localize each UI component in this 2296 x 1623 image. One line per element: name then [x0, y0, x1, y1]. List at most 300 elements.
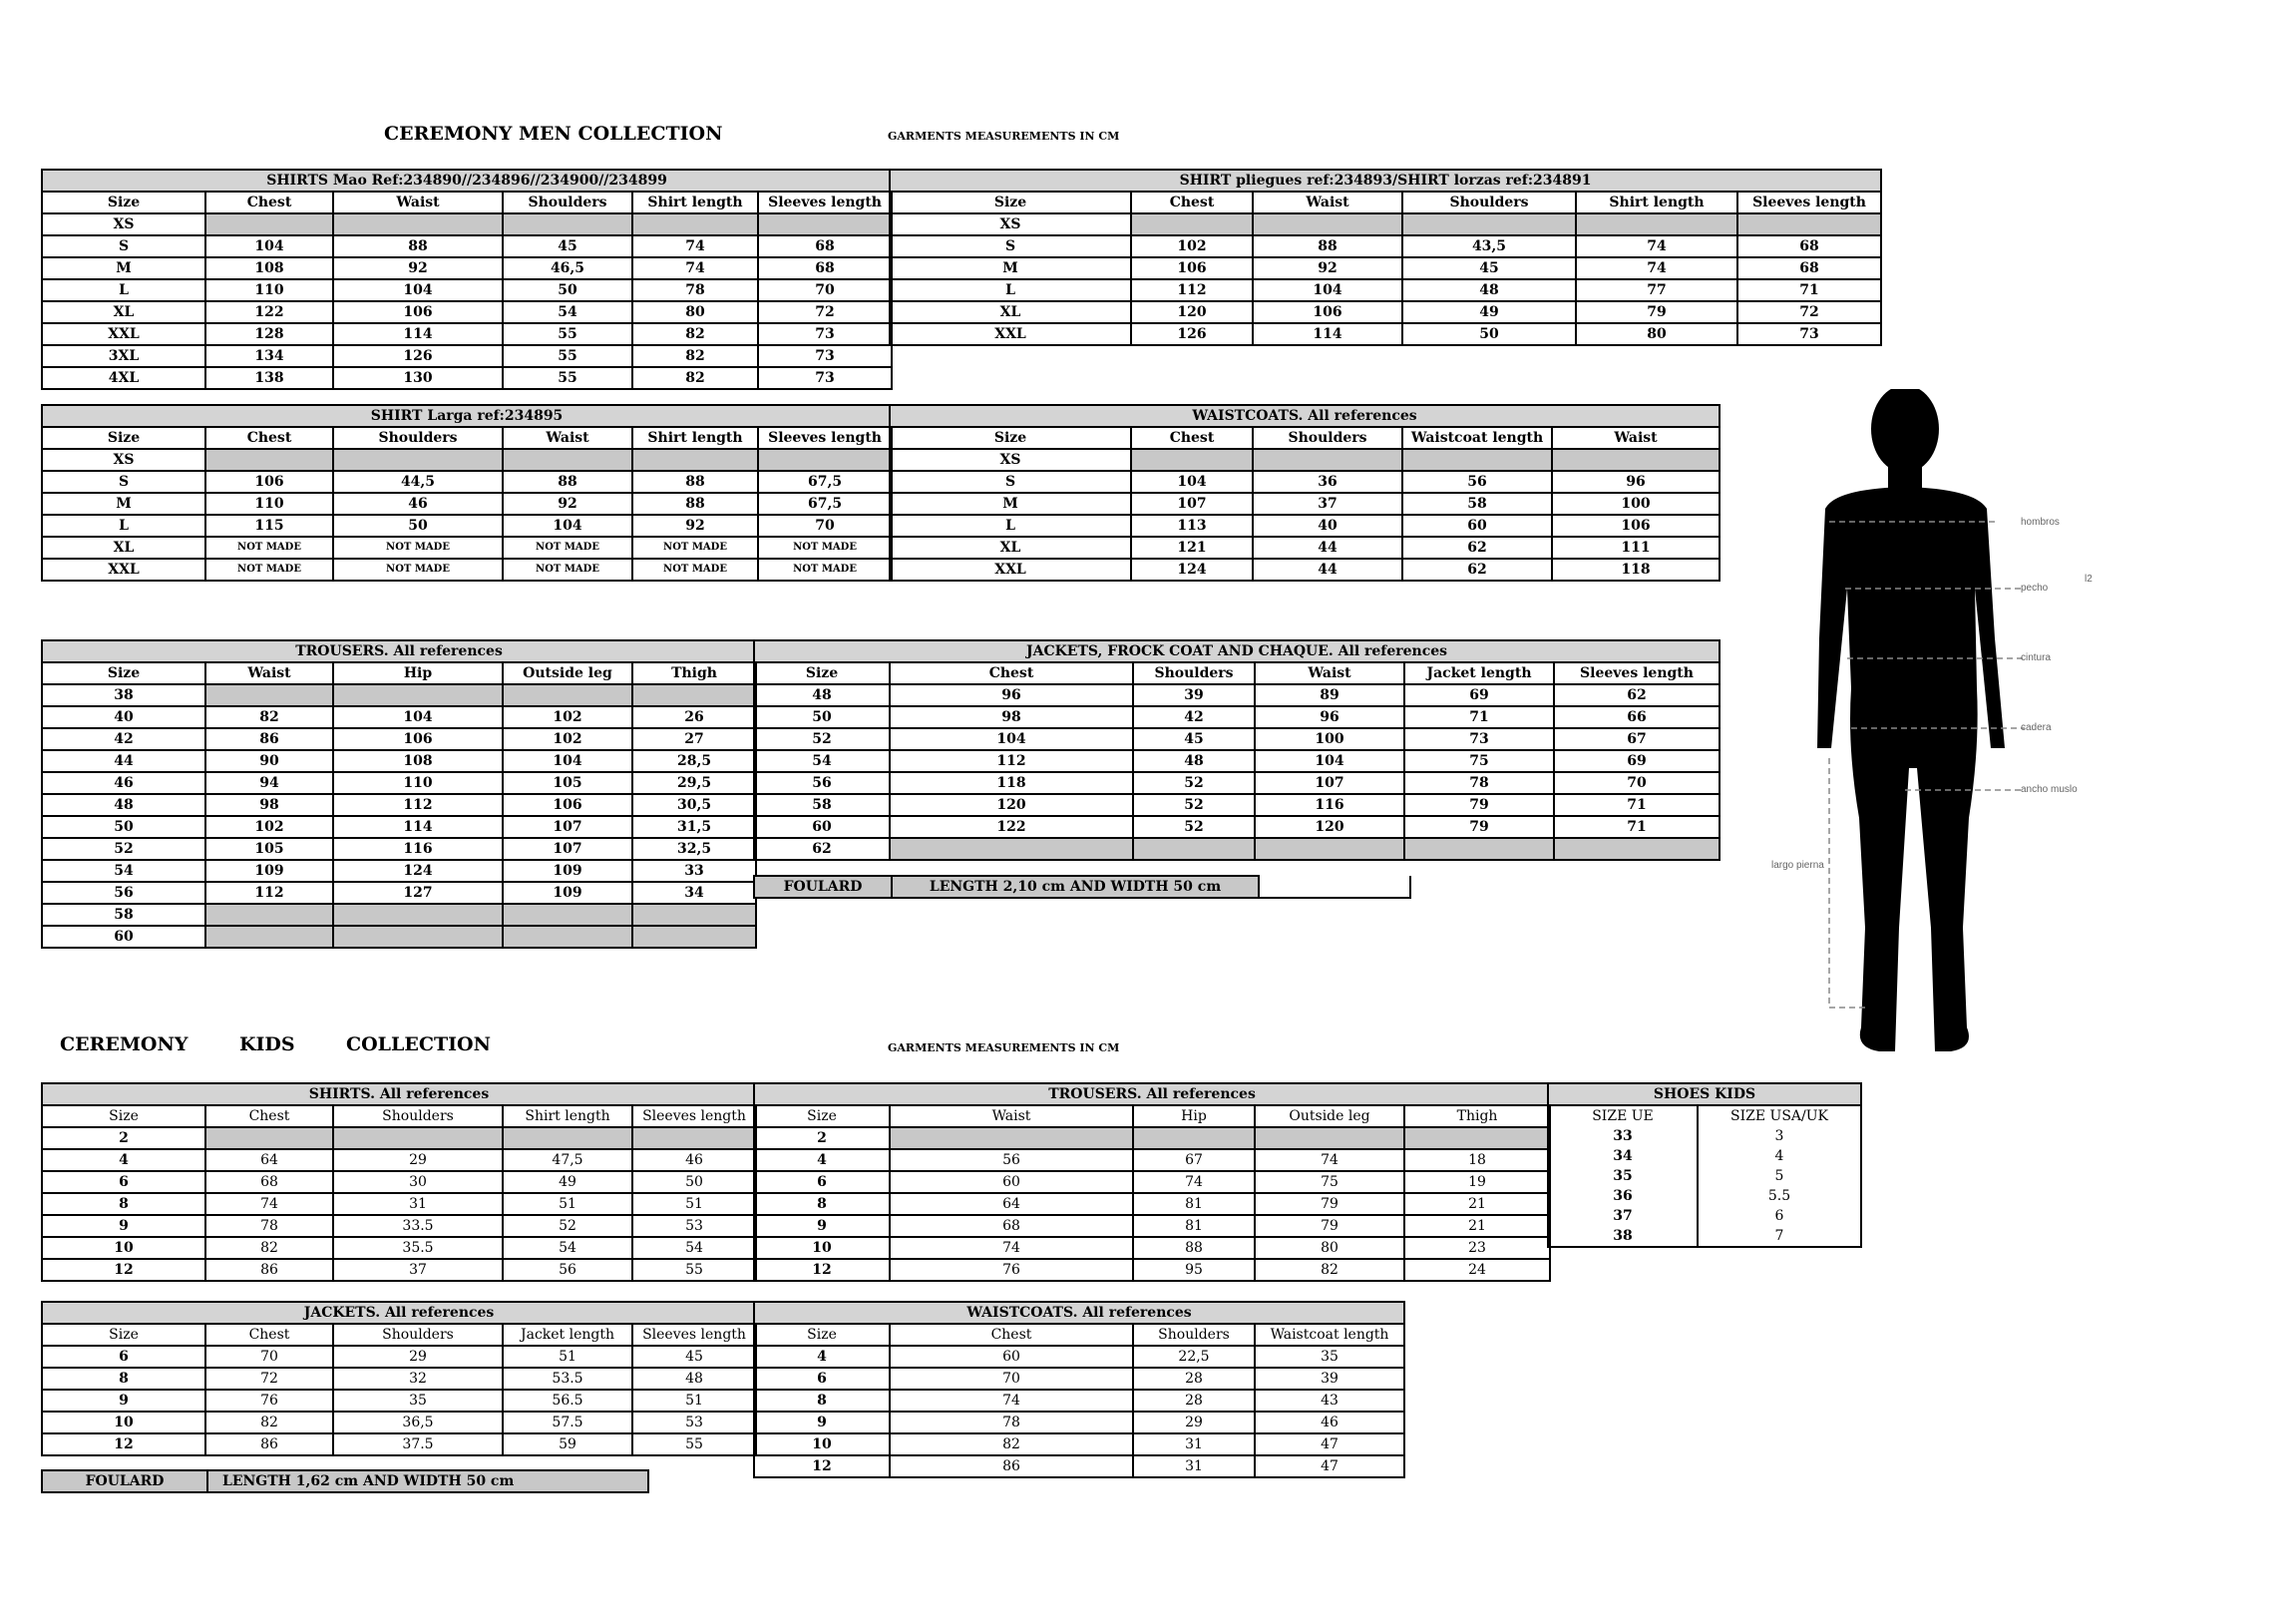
value-cell: 104 — [205, 235, 333, 257]
kids-jackets-table — [41, 1301, 757, 1456]
table-row — [42, 1127, 756, 1149]
column-header: Size — [42, 1105, 205, 1127]
value-cell: 72 — [1737, 301, 1881, 323]
table-row — [754, 1237, 1550, 1259]
value-cell: 51 — [632, 1390, 756, 1412]
value-cell: 78 — [890, 1412, 1133, 1433]
value-cell: 121 — [1131, 537, 1253, 559]
value-cell: 64 — [205, 1149, 333, 1171]
column-header: Shoulders — [333, 1324, 503, 1346]
value-cell: 52 — [1133, 772, 1255, 794]
size-cell: 37 — [1548, 1206, 1698, 1226]
column-header: Waist — [1253, 192, 1402, 213]
value-cell: 67 — [1133, 1149, 1255, 1171]
value-cell: 109 — [503, 860, 632, 882]
table-title: TROUSERS. All references — [42, 640, 756, 662]
men-subtitle: GARMENTS MEASUREMENTS IN CM — [888, 130, 1120, 143]
size-cell: M — [42, 493, 205, 515]
table-title: WAISTCOATS. All references — [890, 405, 1720, 427]
value-cell: 7 — [1698, 1226, 1861, 1247]
value-cell: 107 — [503, 838, 632, 860]
value-cell: 55 — [632, 1433, 756, 1455]
value-cell — [632, 684, 756, 706]
column-header: Sleeves length — [1737, 192, 1881, 213]
value-cell: 68 — [758, 235, 892, 257]
kids-title-ceremony: CEREMONY — [60, 1033, 189, 1055]
value-cell: 118 — [890, 772, 1133, 794]
value-cell: 114 — [333, 816, 503, 838]
men-foulard-row — [753, 875, 1411, 899]
value-cell: 68 — [758, 257, 892, 279]
size-cell: 8 — [754, 1193, 890, 1215]
value-cell — [1404, 1127, 1550, 1149]
table-title: SHIRT Larga ref:234895 — [42, 405, 892, 427]
value-cell: 74 — [1133, 1171, 1255, 1193]
size-cell: S — [42, 235, 205, 257]
table-row — [1548, 1126, 1861, 1146]
table-row — [42, 1259, 756, 1281]
side-mark: l2 — [2085, 574, 2093, 585]
value-cell: 95 — [1133, 1259, 1255, 1281]
value-cell: 82 — [632, 367, 758, 389]
size-cell: 10 — [754, 1433, 890, 1455]
value-cell: 106 — [333, 301, 503, 323]
value-cell: 74 — [632, 235, 758, 257]
value-cell: 122 — [890, 816, 1133, 838]
column-header: Chest — [1131, 427, 1253, 449]
table-row — [42, 213, 892, 235]
men-trousers-table — [41, 639, 757, 949]
table-row — [754, 794, 1720, 816]
size-cell: 56 — [754, 772, 890, 794]
value-cell — [890, 838, 1133, 860]
value-cell: 120 — [890, 794, 1133, 816]
value-cell: 6 — [1698, 1206, 1861, 1226]
column-header: Sleeves length — [758, 427, 892, 449]
size-cell: 6 — [754, 1171, 890, 1193]
value-cell: 31 — [333, 1193, 503, 1215]
value-cell: 96 — [1552, 471, 1720, 493]
size-cell: 40 — [42, 706, 205, 728]
value-cell: 96 — [890, 684, 1133, 706]
size-cell: 12 — [754, 1259, 890, 1281]
value-cell: 72 — [758, 301, 892, 323]
table-row — [42, 706, 756, 728]
value-cell: NOT MADE — [632, 559, 758, 581]
size-cell: 60 — [42, 926, 205, 948]
table-row — [754, 1259, 1550, 1281]
value-cell: 90 — [205, 750, 333, 772]
size-cell: 6 — [42, 1171, 205, 1193]
table-row — [42, 449, 892, 471]
value-cell: 67,5 — [758, 471, 892, 493]
table-row — [754, 1412, 1404, 1433]
value-cell: 82 — [205, 706, 333, 728]
table-row — [42, 838, 756, 860]
value-cell: 59 — [503, 1433, 632, 1455]
value-cell: 74 — [205, 1193, 333, 1215]
column-header: Shoulders — [1133, 1324, 1255, 1346]
value-cell: 71 — [1554, 816, 1720, 838]
value-cell: 86 — [205, 728, 333, 750]
size-cell: L — [42, 515, 205, 537]
column-header: Size — [754, 662, 890, 684]
size-cell: 48 — [42, 794, 205, 816]
column-header: Waist — [205, 662, 333, 684]
kids-shirts-table — [41, 1082, 757, 1282]
value-cell: 69 — [1404, 684, 1554, 706]
size-cell: XL — [42, 537, 205, 559]
value-cell: 96 — [1255, 706, 1404, 728]
value-cell — [333, 213, 503, 235]
value-cell: 102 — [205, 816, 333, 838]
value-cell: 45 — [1402, 257, 1576, 279]
table-row — [754, 1368, 1404, 1390]
value-cell: 45 — [632, 1346, 756, 1368]
value-cell: 29 — [1133, 1412, 1255, 1433]
column-header: Size — [42, 1324, 205, 1346]
value-cell — [205, 926, 333, 948]
value-cell: 76 — [890, 1259, 1133, 1281]
value-cell: 49 — [503, 1171, 632, 1193]
value-cell: 79 — [1404, 794, 1554, 816]
value-cell: 47 — [1255, 1433, 1404, 1455]
value-cell: 73 — [1737, 323, 1881, 345]
value-cell: 39 — [1133, 684, 1255, 706]
column-header: Chest — [890, 662, 1133, 684]
table-title: SHIRTS. All references — [42, 1083, 756, 1105]
value-cell: NOT MADE — [205, 559, 333, 581]
value-cell: 70 — [1554, 772, 1720, 794]
column-header: Sleeves length — [758, 192, 892, 213]
table-row — [1548, 1186, 1861, 1206]
column-header: Jacket length — [1404, 662, 1554, 684]
value-cell: 138 — [205, 367, 333, 389]
value-cell: 19 — [1404, 1171, 1550, 1193]
value-cell: 55 — [503, 345, 632, 367]
size-cell: 50 — [754, 706, 890, 728]
value-cell: 60 — [1402, 515, 1552, 537]
value-cell: 56 — [890, 1149, 1133, 1171]
column-header: SIZE UE — [1548, 1105, 1698, 1126]
value-cell: 74 — [890, 1237, 1133, 1259]
value-cell: 122 — [205, 301, 333, 323]
column-header: Hip — [333, 662, 503, 684]
value-cell: 107 — [1255, 772, 1404, 794]
value-cell: 22,5 — [1133, 1346, 1255, 1368]
value-cell — [205, 904, 333, 926]
value-cell: 104 — [890, 728, 1133, 750]
value-cell: 88 — [632, 471, 758, 493]
value-cell: 79 — [1255, 1215, 1404, 1237]
table-row — [42, 794, 756, 816]
value-cell — [1552, 449, 1720, 471]
table-title: WAISTCOATS. All references — [754, 1302, 1404, 1324]
value-cell: 50 — [632, 1171, 756, 1193]
value-cell — [1131, 213, 1253, 235]
column-header: Outside leg — [1255, 1105, 1404, 1127]
value-cell — [205, 684, 333, 706]
value-cell: 109 — [503, 882, 632, 904]
column-header: Shoulders — [333, 1105, 503, 1127]
value-cell: 67 — [1554, 728, 1720, 750]
value-cell: 73 — [758, 345, 892, 367]
value-cell — [205, 213, 333, 235]
size-cell: 8 — [42, 1193, 205, 1215]
table-row — [1548, 1226, 1861, 1247]
value-cell: 98 — [205, 794, 333, 816]
column-header: Waist — [1552, 427, 1720, 449]
column-header: Waist — [890, 1105, 1133, 1127]
value-cell: 56.5 — [503, 1390, 632, 1412]
table-row — [754, 1215, 1550, 1237]
size-cell: 4XL — [42, 367, 205, 389]
value-cell: 104 — [1131, 471, 1253, 493]
table-row — [890, 213, 1881, 235]
size-cell: XXL — [890, 559, 1131, 581]
value-cell: 105 — [503, 772, 632, 794]
table-row — [754, 772, 1720, 794]
value-cell: 126 — [333, 345, 503, 367]
table-row — [42, 1237, 756, 1259]
value-cell: 4 — [1698, 1146, 1861, 1166]
value-cell: 60 — [890, 1171, 1133, 1193]
value-cell: 107 — [1131, 493, 1253, 515]
kids-subtitle: GARMENTS MEASUREMENTS IN CM — [888, 1041, 1120, 1054]
table-row — [890, 449, 1720, 471]
value-cell: 23 — [1404, 1237, 1550, 1259]
value-cell — [503, 926, 632, 948]
value-cell: 30,5 — [632, 794, 756, 816]
value-cell: 72 — [205, 1368, 333, 1390]
value-cell: 104 — [1255, 750, 1404, 772]
value-cell: 116 — [1255, 794, 1404, 816]
size-cell: XXL — [42, 323, 205, 345]
value-cell: 80 — [632, 301, 758, 323]
value-cell: 33 — [632, 860, 756, 882]
value-cell — [1255, 1127, 1404, 1149]
value-cell: 82 — [890, 1433, 1133, 1455]
column-header: Size — [890, 427, 1131, 449]
value-cell — [632, 1127, 756, 1149]
value-cell — [1253, 213, 1402, 235]
size-cell: 8 — [754, 1390, 890, 1412]
size-cell: S — [890, 471, 1131, 493]
label-cadera: cadera — [2021, 722, 2052, 733]
column-header: Chest — [205, 192, 333, 213]
value-cell: 31 — [1133, 1433, 1255, 1455]
table-row — [754, 728, 1720, 750]
value-cell: 46 — [333, 493, 503, 515]
table-row — [890, 471, 1720, 493]
value-cell: 70 — [205, 1346, 333, 1368]
column-header: Waistcoat length — [1402, 427, 1552, 449]
column-header: Waist — [333, 192, 503, 213]
value-cell: NOT MADE — [503, 537, 632, 559]
value-cell: 70 — [758, 515, 892, 537]
value-cell: 104 — [503, 515, 632, 537]
table-row — [1548, 1166, 1861, 1186]
value-cell: 88 — [1253, 235, 1402, 257]
size-cell: XS — [890, 213, 1131, 235]
value-cell: 35 — [1255, 1346, 1404, 1368]
value-cell: 37 — [1253, 493, 1402, 515]
value-cell — [632, 904, 756, 926]
column-header: Thigh — [1404, 1105, 1550, 1127]
value-cell: 126 — [1131, 323, 1253, 345]
size-cell: L — [890, 279, 1131, 301]
value-cell: 47 — [1255, 1455, 1404, 1477]
size-cell: 62 — [754, 838, 890, 860]
size-cell: 10 — [754, 1237, 890, 1259]
value-cell: 106 — [205, 471, 333, 493]
size-cell: 38 — [1548, 1226, 1698, 1247]
value-cell — [333, 449, 503, 471]
men-waistcoats-table — [889, 404, 1721, 582]
value-cell: NOT MADE — [632, 537, 758, 559]
table-row — [754, 816, 1720, 838]
size-cell: 4 — [754, 1346, 890, 1368]
value-cell: 106 — [503, 794, 632, 816]
table-row — [42, 1346, 756, 1368]
value-cell — [1131, 449, 1253, 471]
table-row — [754, 1455, 1404, 1477]
label-pecho: pecho — [2021, 583, 2049, 594]
men-foulard-label: FOULARD — [754, 876, 892, 898]
value-cell: 39 — [1255, 1368, 1404, 1390]
value-cell: 108 — [205, 257, 333, 279]
column-header: Hip — [1133, 1105, 1255, 1127]
table-row — [42, 882, 756, 904]
table-row — [42, 559, 892, 581]
value-cell: 73 — [758, 367, 892, 389]
column-header: Chest — [205, 427, 333, 449]
value-cell: 106 — [1253, 301, 1402, 323]
value-cell: 46 — [632, 1149, 756, 1171]
value-cell: 66 — [1554, 706, 1720, 728]
value-cell: 44 — [1253, 559, 1402, 581]
table-row — [42, 1171, 756, 1193]
value-cell: NOT MADE — [758, 559, 892, 581]
value-cell: 53.5 — [503, 1368, 632, 1390]
value-cell: 71 — [1404, 706, 1554, 728]
column-header: Shoulders — [333, 427, 503, 449]
column-header: Shoulders — [1133, 662, 1255, 684]
value-cell: 44 — [1253, 537, 1402, 559]
value-cell: 74 — [1576, 235, 1737, 257]
value-cell: 78 — [632, 279, 758, 301]
size-cell: 10 — [42, 1412, 205, 1433]
table-row — [42, 860, 756, 882]
table-row — [754, 1346, 1404, 1368]
column-header: Sleeves length — [632, 1105, 756, 1127]
value-cell — [503, 904, 632, 926]
value-cell: NOT MADE — [205, 537, 333, 559]
value-cell: 44,5 — [333, 471, 503, 493]
value-cell: 60 — [890, 1346, 1133, 1368]
value-cell: 55 — [503, 367, 632, 389]
value-cell: 102 — [503, 728, 632, 750]
table-title: JACKETS. All references — [42, 1302, 756, 1324]
value-cell — [1554, 838, 1720, 860]
table-row — [42, 515, 892, 537]
size-cell: 4 — [42, 1149, 205, 1171]
size-cell: 54 — [42, 860, 205, 882]
size-cell: XXL — [890, 323, 1131, 345]
men-jackets-table — [753, 639, 1721, 861]
table-row — [42, 1433, 756, 1455]
shirt-larga-table — [41, 404, 893, 582]
table-row — [890, 515, 1720, 537]
size-cell: 8 — [42, 1368, 205, 1390]
size-cell: 2 — [42, 1127, 205, 1149]
label-ancho-muslo: ancho muslo — [2021, 784, 2078, 795]
value-cell: 120 — [1131, 301, 1253, 323]
size-cell: 12 — [42, 1259, 205, 1281]
value-cell: 74 — [632, 257, 758, 279]
table-row — [42, 257, 892, 279]
table-row — [42, 279, 892, 301]
value-cell: 24 — [1404, 1259, 1550, 1281]
value-cell: 28 — [1133, 1368, 1255, 1390]
table-row — [890, 323, 1881, 345]
table-title: TROUSERS. All references — [754, 1083, 1550, 1105]
value-cell: 28 — [1133, 1390, 1255, 1412]
size-cell: 3XL — [42, 345, 205, 367]
value-cell: 28,5 — [632, 750, 756, 772]
value-cell: 36 — [1253, 471, 1402, 493]
column-header: Outside leg — [503, 662, 632, 684]
value-cell: 115 — [205, 515, 333, 537]
value-cell — [503, 684, 632, 706]
value-cell: 112 — [333, 794, 503, 816]
value-cell: 29 — [333, 1149, 503, 1171]
size-cell: 52 — [754, 728, 890, 750]
value-cell: 50 — [333, 515, 503, 537]
value-cell: NOT MADE — [333, 559, 503, 581]
value-cell: 42 — [1133, 706, 1255, 728]
value-cell — [333, 1127, 503, 1149]
value-cell: 62 — [1554, 684, 1720, 706]
value-cell: 31 — [1133, 1455, 1255, 1477]
value-cell: 81 — [1133, 1193, 1255, 1215]
value-cell: 88 — [1133, 1237, 1255, 1259]
column-header: Shirt length — [1576, 192, 1737, 213]
column-header: Sleeves length — [632, 1324, 756, 1346]
column-header: Shoulders — [503, 192, 632, 213]
men-collection-title: CEREMONY MEN COLLECTION — [384, 123, 723, 145]
table-row — [754, 838, 1720, 860]
value-cell: 30 — [333, 1171, 503, 1193]
value-cell: 29 — [333, 1346, 503, 1368]
size-cell: 12 — [42, 1433, 205, 1455]
size-cell: 58 — [42, 904, 205, 926]
value-cell: 113 — [1131, 515, 1253, 537]
column-header: Thigh — [632, 662, 756, 684]
table-row — [42, 345, 892, 367]
value-cell: 79 — [1255, 1193, 1404, 1215]
size-cell: XL — [890, 301, 1131, 323]
size-cell: XS — [890, 449, 1131, 471]
value-cell: 53 — [632, 1412, 756, 1433]
kids-title-collection: COLLECTION — [346, 1033, 491, 1055]
value-cell: 32,5 — [632, 838, 756, 860]
value-cell: 80 — [1255, 1237, 1404, 1259]
table-title: JACKETS, FROCK COAT AND CHAQUE. All references — [754, 640, 1720, 662]
kids-trousers-table — [753, 1082, 1551, 1282]
table-row — [42, 772, 756, 794]
value-cell: 67,5 — [758, 493, 892, 515]
